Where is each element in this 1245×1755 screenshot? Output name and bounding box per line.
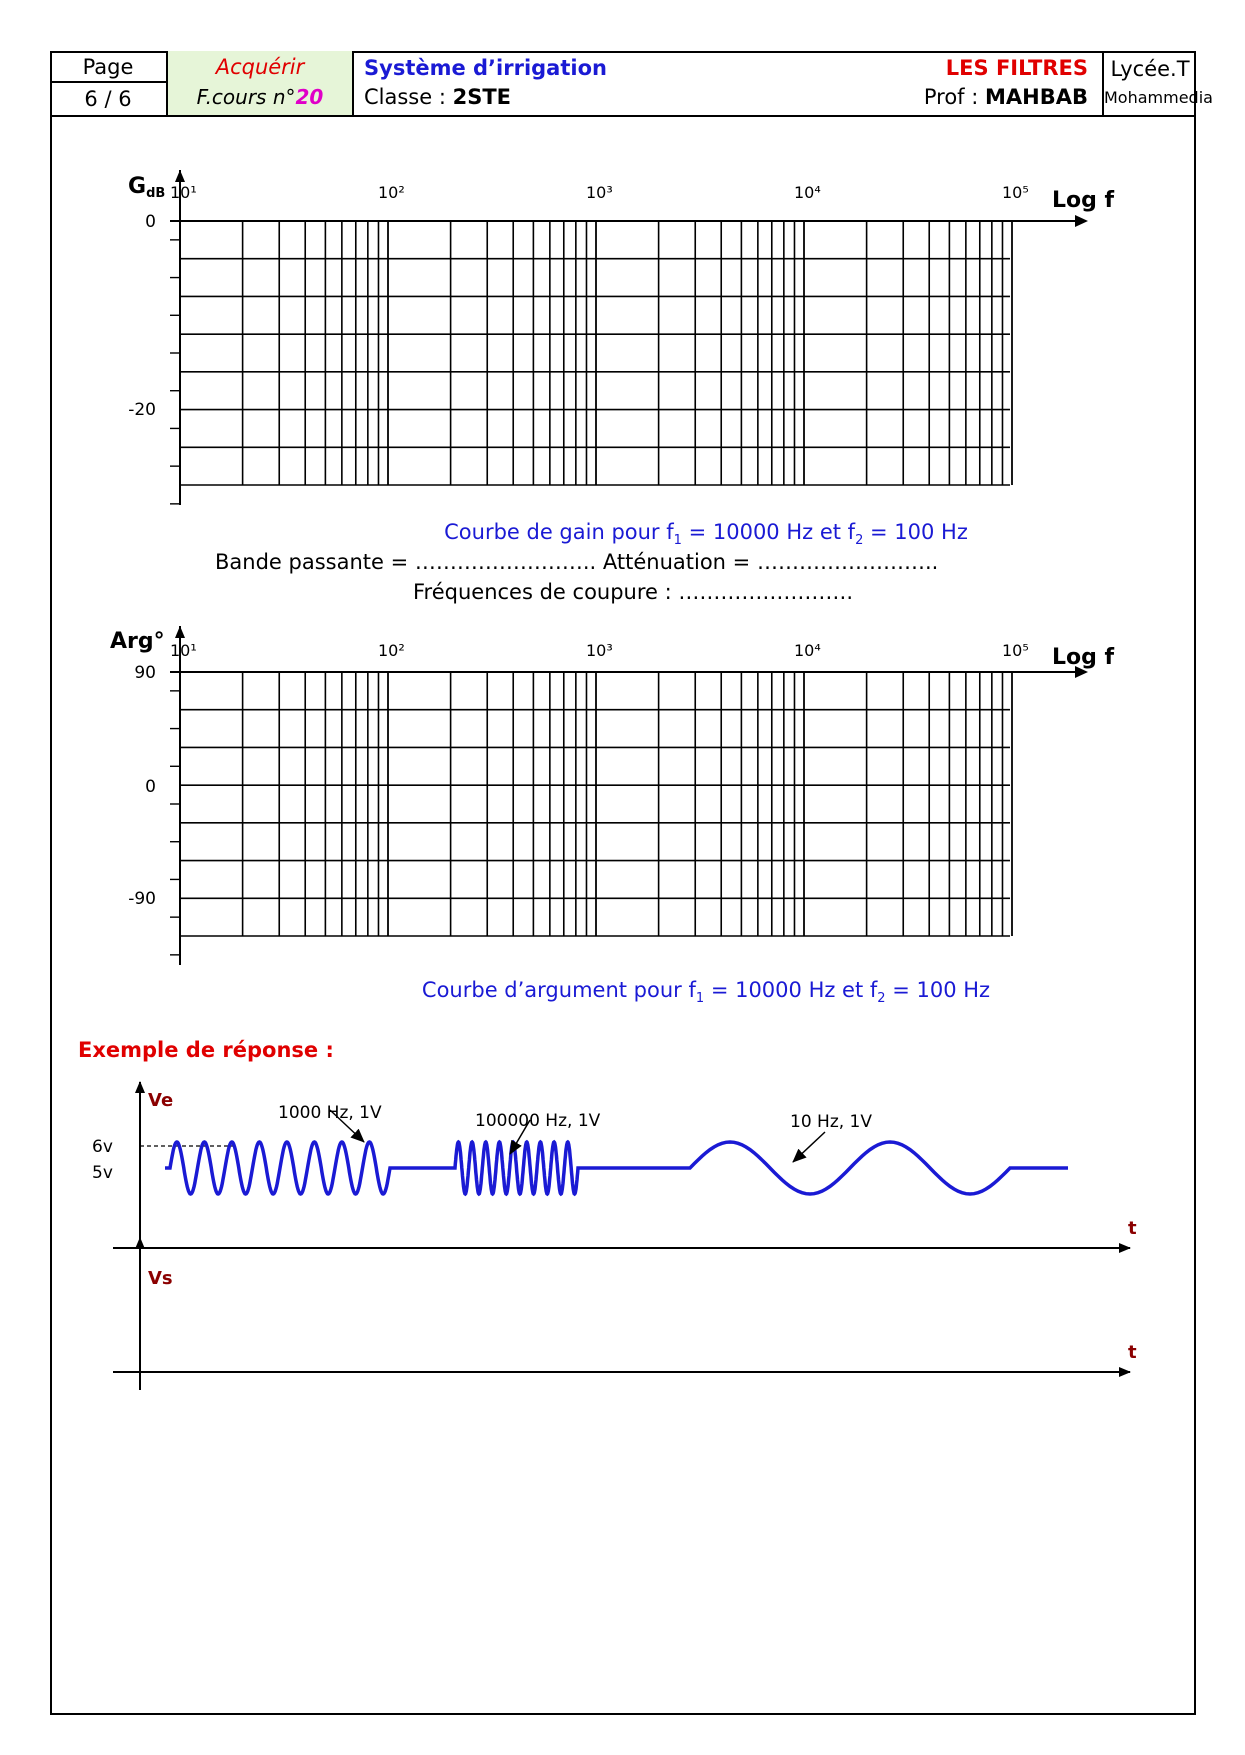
school-name: Lycée.T [1110,57,1190,81]
title-cell [354,51,1104,117]
gain-chart [0,160,1245,520]
gain-caption-sub1: 1 [673,533,682,549]
prof-name: MAHBAB [985,85,1088,109]
class-label: Classe : [364,85,453,109]
school-city: Mohammedia [1104,88,1213,107]
x-axis-arrow [1075,215,1088,227]
phase-caption-prefix: Courbe d’argument pour f [421,978,696,1002]
x-tick-label: 10³ [586,641,613,660]
category-cell [168,51,354,117]
phase-caption [0,978,1245,1006]
question-bandwidth-attenuation: Bande passante = …………………….. Atténuation = …………………….. [215,550,939,574]
course-prefix: F.cours n° [196,85,296,109]
x-tick-label: 10⁴ [794,641,821,660]
page-value-cell [50,83,168,117]
phase-caption-sub1: 1 [695,991,705,1007]
y-tick-label: 0 [145,212,156,232]
gain-caption [0,520,1245,548]
prof-label: Prof : [923,85,985,109]
gain-y-label-main: G [128,174,147,199]
prof-info [924,85,1088,109]
phase-y-label: Arg° [110,629,165,654]
burst1-label: 1000 Hz, 1V [278,1103,382,1123]
vs-t-label: t [1128,1342,1137,1363]
phase-caption-sub2: 2 [877,991,886,1007]
x-tick-label: 10² [378,641,405,660]
page-label-cell [50,51,168,83]
level-6v: 6v [92,1137,113,1157]
gain-x-label: Log f [1052,188,1115,213]
category-label: Acquérir [215,55,305,79]
course-ref [168,85,352,109]
phase-grid [128,626,1088,980]
phase-caption-suffix: = 100 Hz [885,978,991,1002]
burst3-label: 10 Hz, 1V [790,1112,872,1132]
y-axis-arrow [175,170,185,182]
signal-diagram [0,1070,1245,1410]
ve-label: Ve [148,1090,174,1111]
gain-y-label-sub: dB [146,186,166,201]
phase-x-label: Log f [1052,645,1115,670]
phase-caption-mid: = 10000 Hz et f [704,978,878,1002]
y-axis-arrow [175,626,185,638]
course-number: 20 [295,85,324,109]
page-label: Page [82,55,134,79]
level-5v: 5v [92,1163,113,1183]
x-tick-label: 10⁴ [794,183,821,202]
topic-title: LES FILTRES [945,56,1088,80]
school-cell [1104,51,1213,117]
burst2-label: 100000 Hz, 1V [475,1111,601,1131]
x-tick-label: 10³ [586,183,613,202]
gain-caption-suffix: = 100 Hz [863,520,968,544]
class-value: 2STE [452,85,511,109]
header-table [50,51,1213,117]
gain-caption-sub2: 2 [855,533,864,549]
gain-grid [128,170,1088,520]
y-tick-label: -20 [128,400,156,420]
x-tick-label: 10¹ [170,641,197,660]
vs-label: Vs [148,1268,173,1289]
gain-caption-mid: = 10000 Hz et f [681,520,856,544]
phase-chart [0,620,1245,980]
ve-waveform [165,1142,1068,1194]
x-tick-label: 10¹ [170,183,197,202]
subject-title: Système d’irrigation [364,56,607,80]
ve-t-label: t [1128,1218,1137,1239]
gain-y-label [128,174,165,201]
question-cutoff: Fréquences de coupure : ……………………. [413,580,854,604]
y-tick-label: 90 [134,663,156,683]
burst3-arrow [793,1132,825,1162]
page-number: 6 / 6 [84,87,132,111]
y-tick-label: 0 [145,777,156,797]
gain-caption-prefix: Courbe de gain pour f [444,520,674,544]
class-info [364,85,511,109]
x-tick-label: 10⁵ [1002,183,1029,202]
y-tick-label: -90 [128,889,156,909]
x-tick-label: 10⁵ [1002,641,1029,660]
example-title: Exemple de réponse : [78,1038,334,1062]
x-tick-label: 10² [378,183,405,202]
